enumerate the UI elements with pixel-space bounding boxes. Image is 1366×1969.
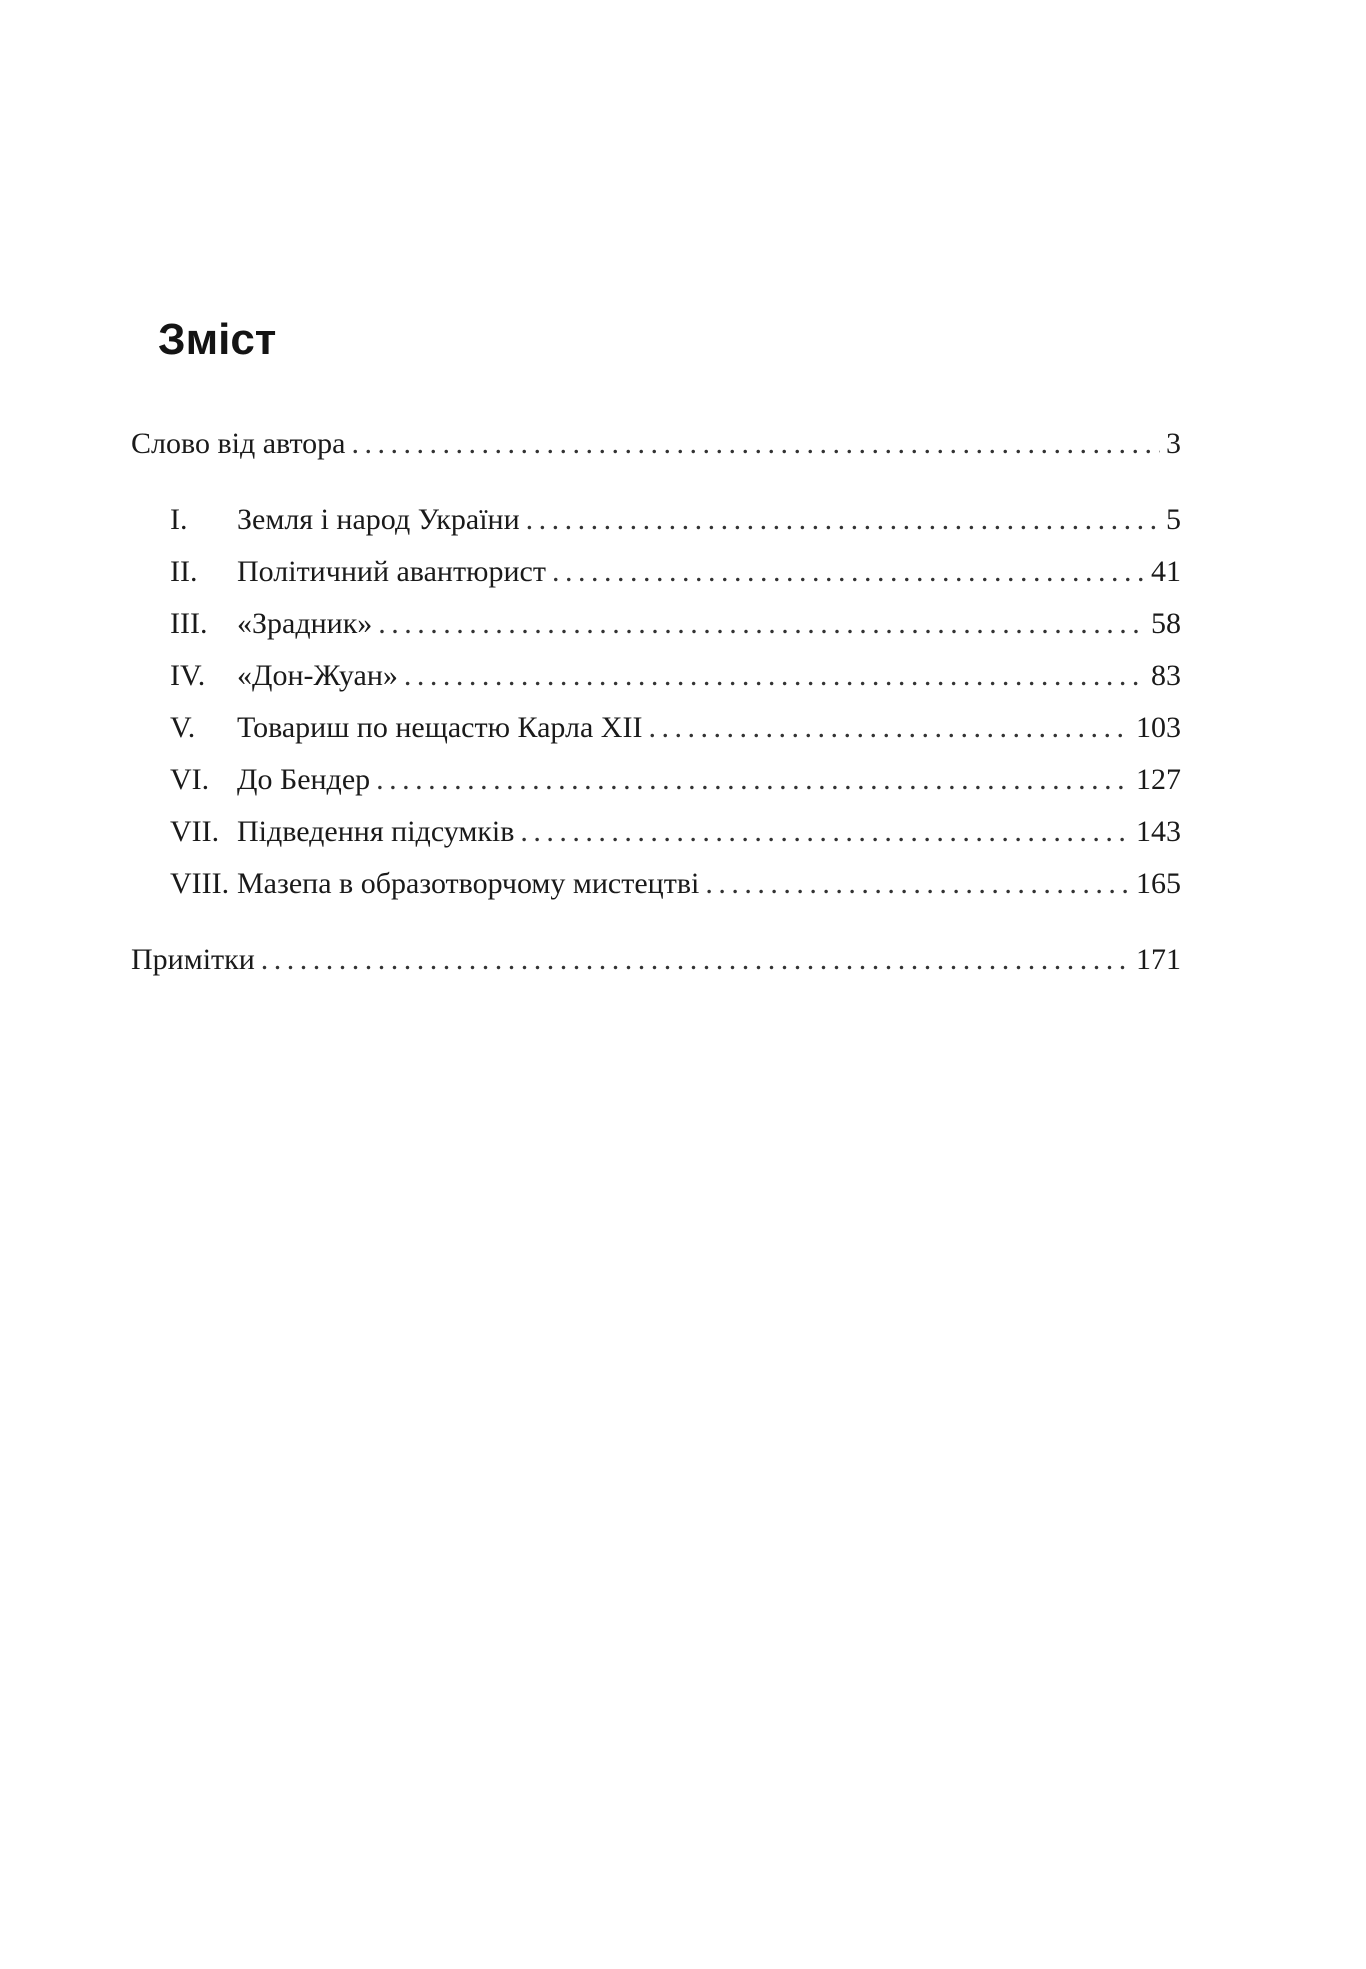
toc-entry-chapter[interactable] (170, 500, 1181, 540)
toc-page-number: 3 (1166, 427, 1181, 460)
toc-page-number: 165 (1136, 867, 1181, 900)
toc-entry-chapter[interactable] (170, 552, 1181, 592)
chapter-number: III. (170, 607, 208, 640)
dot-leader (261, 940, 1130, 980)
page-title: Зміст (158, 315, 277, 364)
chapter-number: II. (170, 555, 198, 588)
toc-entry-chapter[interactable] (170, 656, 1181, 696)
toc-entry-label: Товариш по нещастю Карла XII (237, 711, 643, 744)
toc-entry-label: «Зрадник» (237, 607, 373, 640)
chapter-number: VIII. (170, 867, 230, 900)
toc-page-number: 83 (1151, 659, 1181, 692)
dot-leader (648, 708, 1130, 748)
chapter-number: I. (170, 503, 188, 536)
toc-entry-label: До Бендер (237, 763, 371, 796)
toc-page-number: 41 (1151, 555, 1181, 588)
toc-entry-chapter[interactable] (170, 812, 1181, 852)
toc-page-number: 103 (1136, 711, 1181, 744)
toc-page-number: 5 (1166, 503, 1181, 536)
toc-page-number: 58 (1151, 607, 1181, 640)
toc-entry-chapter[interactable] (170, 604, 1181, 644)
chapter-number: VII. (170, 815, 220, 848)
toc-page-number: 143 (1136, 815, 1181, 848)
dot-leader (552, 552, 1145, 592)
toc-entry-chapter[interactable] (170, 760, 1181, 800)
toc-entry-chapter[interactable] (170, 708, 1181, 748)
toc-entry-label: Примітки (131, 943, 255, 976)
toc-entry-label: Земля і народ України (237, 503, 520, 536)
toc-entry-label: Підведення підсумків (237, 815, 515, 848)
dot-leader (351, 424, 1160, 464)
toc-entry-label: Політичний авантюрист (237, 555, 546, 588)
toc-entry-chapter[interactable] (170, 864, 1181, 904)
dot-leader (526, 500, 1160, 540)
dot-leader (520, 812, 1130, 852)
chapter-number: IV. (170, 659, 206, 692)
toc-entry-preface[interactable] (131, 424, 1181, 464)
toc-page-number: 171 (1136, 943, 1181, 976)
toc-page-number: 127 (1136, 763, 1181, 796)
toc-entry-label: Слово від автора (131, 427, 346, 460)
toc-entry-label: Мазепа в образотворчому мистецтві (237, 867, 700, 900)
toc-entry-label: «Дон-Жуан» (237, 659, 398, 692)
dot-leader (404, 656, 1145, 696)
chapter-number: VI. (170, 763, 210, 796)
chapter-number: V. (170, 711, 196, 744)
dot-leader (376, 760, 1130, 800)
dot-leader (378, 604, 1145, 644)
toc-entry-notes[interactable] (131, 940, 1181, 980)
dot-leader (705, 864, 1130, 904)
